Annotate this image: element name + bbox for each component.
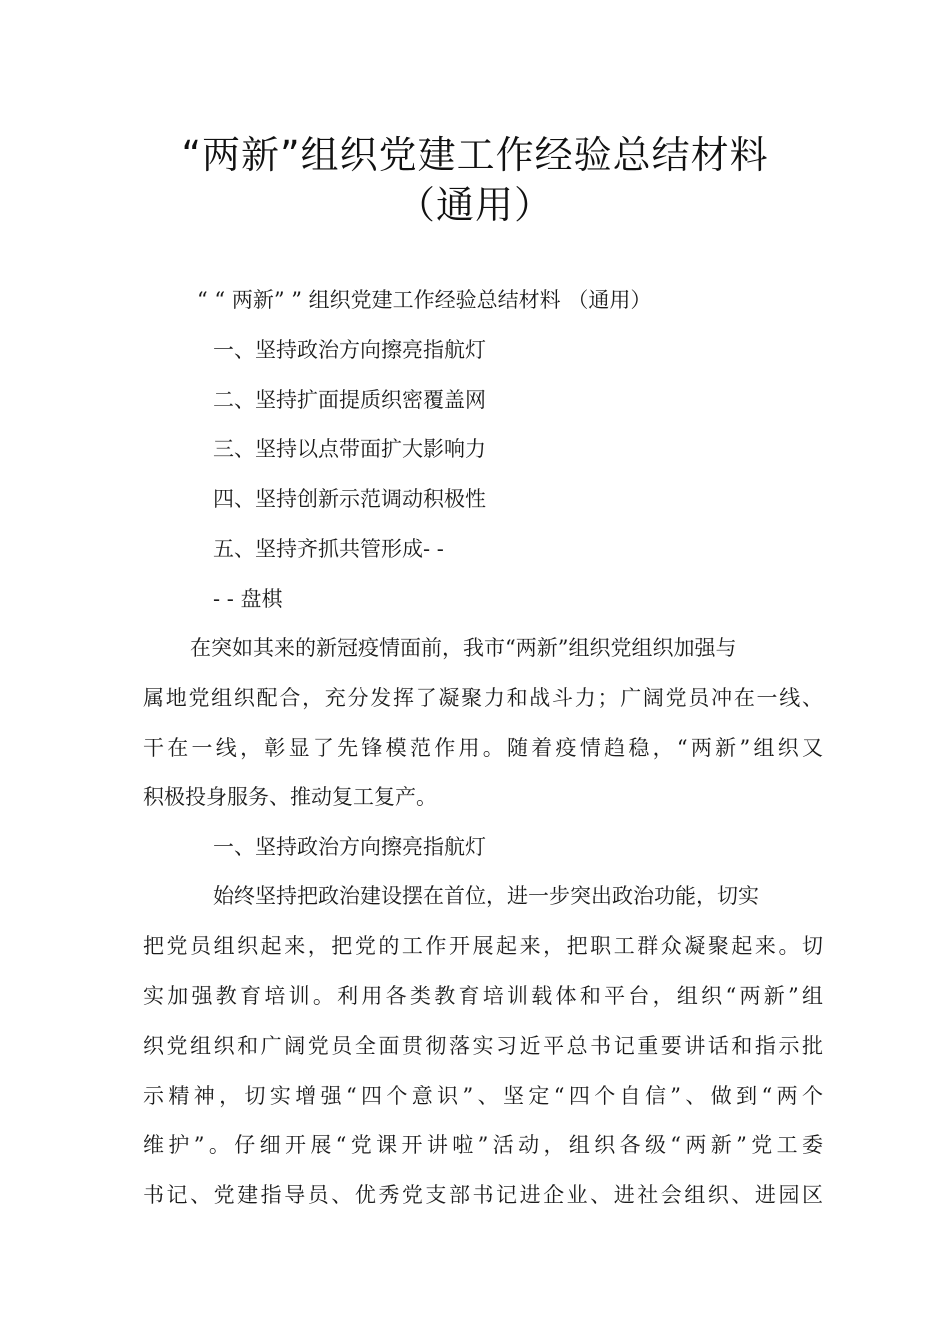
section-1-line-5: 示精神，切实增强“四个意识”、坚定“四个自信”、做到“两个 [143, 1084, 823, 1108]
toc-item-1: 一、坚持政治方向擦亮指航灯 [213, 338, 486, 362]
toc-item-3: 三、坚持以点带面扩大影响力 [213, 437, 486, 461]
toc-header: “ “ 两新” ” 组织党建工作经验总结材料 （通用） [197, 288, 652, 312]
section-1-line-3: 实加强教育培训。利用各类教育培训载体和平台，组织“两新”组 [143, 984, 823, 1008]
section-1-line-6: 维护”。仔细开展“党课开讲啦”活动，组织各级“两新”党工委 [143, 1133, 823, 1157]
toc-item-4: 四、坚持创新示范调动积极性 [213, 487, 486, 511]
section-1-line-4: 织党组织和广阔党员全面贯彻落实习近平总书记重要讲话和指示批 [143, 1034, 823, 1058]
intro-line-2: 属地党组织配合，充分发挥了凝聚力和战斗力；广阔党员冲在一线、 [143, 686, 823, 710]
intro-line-3: 干在一线，彰显了先锋模范作用。随着疫情趋稳，“两新”组织又 [143, 736, 823, 760]
toc-item-2: 二、坚持扩面提质织密覆盖网 [213, 388, 486, 412]
document-title-line-2: （通用） [396, 183, 553, 227]
toc-item-6: - - 盘棋 [213, 587, 283, 611]
toc-item-5: 五、坚持齐抓共管形成- - [213, 537, 444, 561]
section-1-heading: 一、坚持政治方向擦亮指航灯 [213, 835, 486, 859]
section-1-line-7: 书记、党建指导员、优秀党支部书记进企业、进社会组织、进园区 [143, 1183, 823, 1207]
section-1-line-2: 把党员组织起来，把党的工作开展起来，把职工群众凝聚起来。切 [143, 934, 823, 958]
intro-line-1: 在突如其来的新冠疫情面前，我市“两新”组织党组织加强与 [190, 636, 737, 660]
section-1-line-1: 始终坚持把政治建设摆在首位，进一步突出政治功能，切实 [213, 884, 759, 908]
document-title-line-1: “两新”组织党建工作经验总结材料 [181, 133, 769, 177]
intro-line-4: 积极投身服务、推动复工复产。 [143, 785, 437, 809]
